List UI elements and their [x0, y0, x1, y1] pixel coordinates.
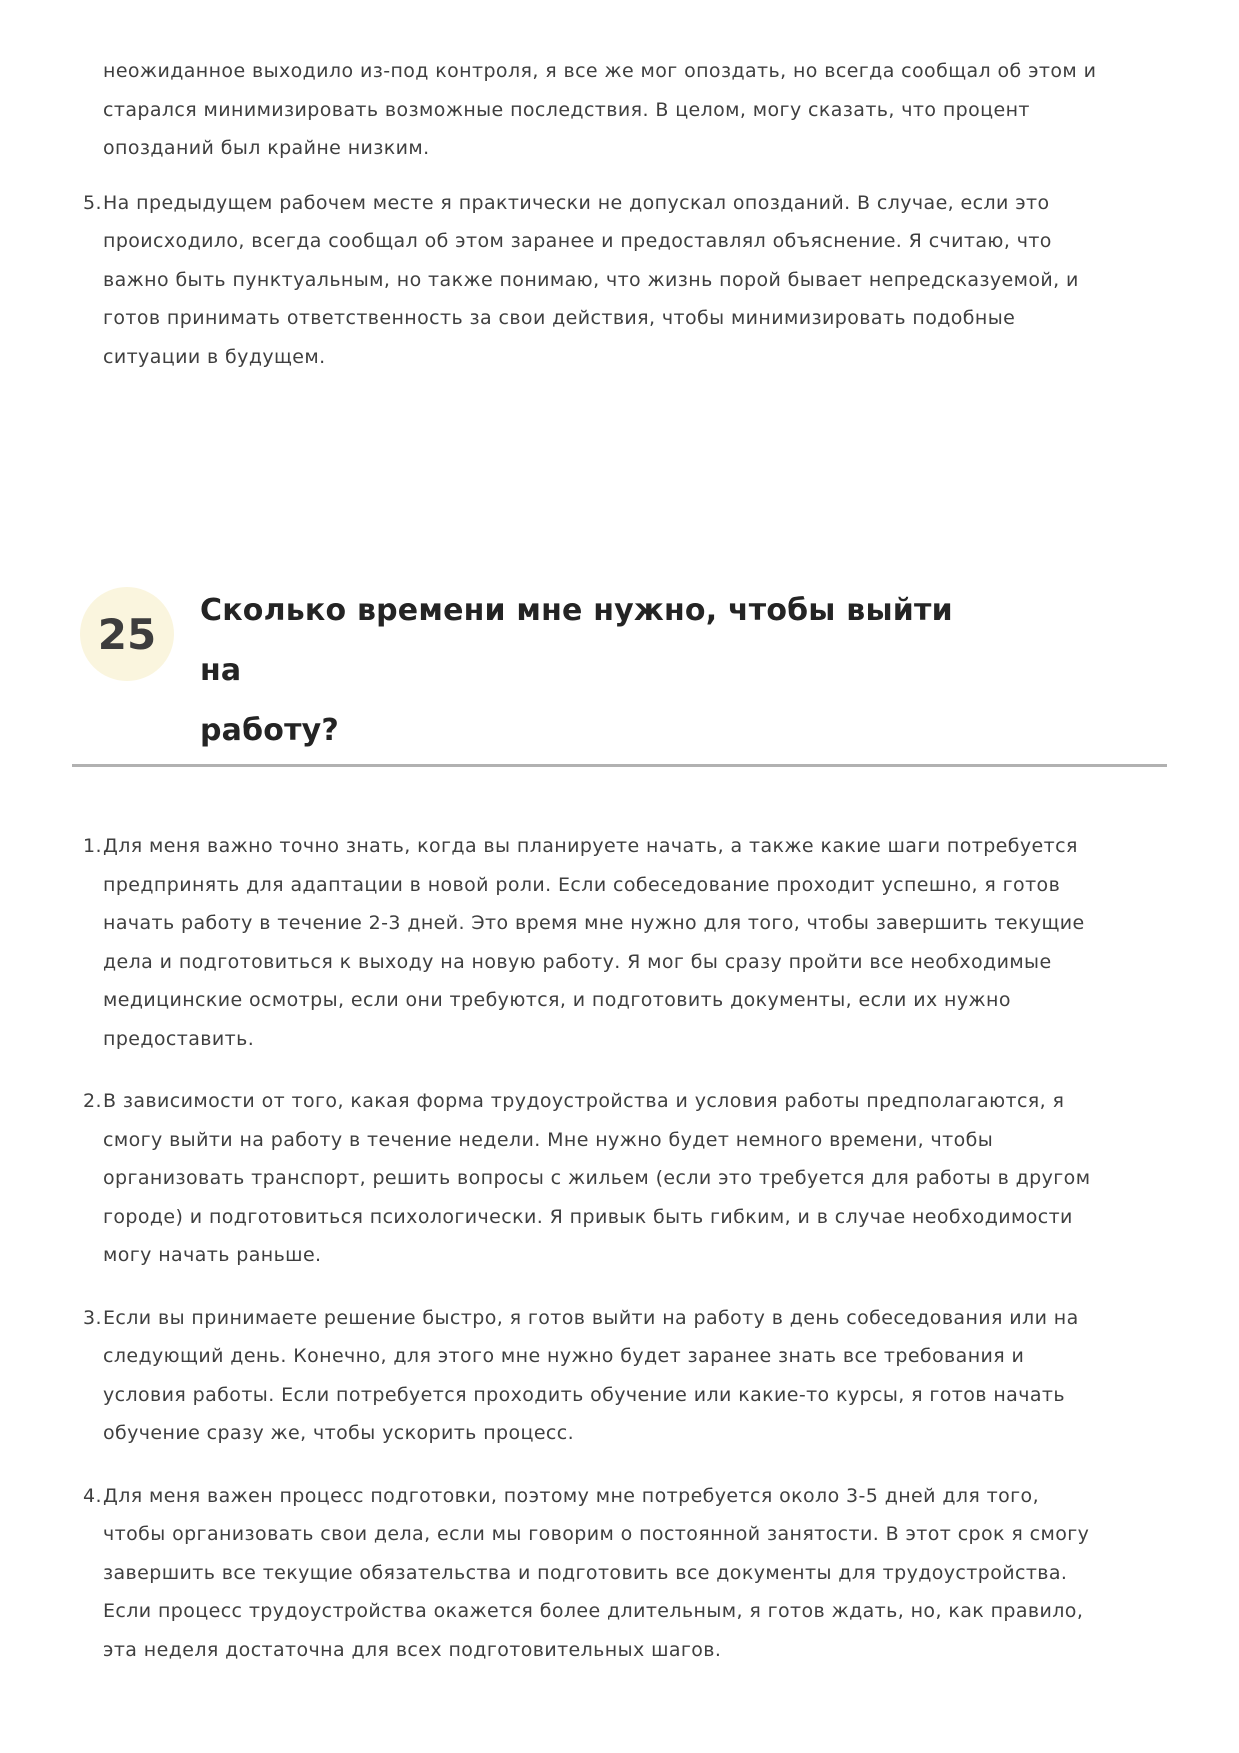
paragraph-continuation: неожиданное выходило из-под контроля, я все же мог опоздать, но всегда сообщал об этом и старался минимизировать возможные последствия. В целом, могу сказать, что процент опозданий был крайне низким. [103, 60, 1097, 159]
item-number: 4. [83, 1484, 102, 1507]
question-number: 25 [97, 609, 157, 659]
item-number: 2. [83, 1090, 102, 1112]
answer-item-3 [83, 1299, 1103, 1453]
item-text: Если вы принимаете решение быстро, я готов выйти на работу в день собеседования или на следующий день. Конечно, для этого мне нужно будет заранее знать все требования и условия работы. Если потребуется проходить обучение или какие-то курсы, я готов начать обучение сразу же, чтобы ускорить процесс. [103, 1306, 1079, 1444]
answer-item-1 [83, 827, 1103, 1058]
answer-item-4 [83, 1477, 1103, 1670]
question-title [200, 581, 1000, 761]
item-text: Для меня важно точно знать, когда вы планируете начать, а также какие шаги потребуется предпринять для адаптации в новой роли. Если собеседование проходит успешно, я готов начать работу в течение 2-3 дней. Это время мне нужно для того, чтобы завершить текущие дела и подготовиться к выходу на новую работу. Я мог бы сразу пройти все необходимые медицинские осмотры, если они требуются, и подготовить документы, если их нужно предоставить. [103, 835, 1085, 1050]
item-number: 1. [83, 835, 102, 857]
answer-item-5 [83, 184, 1103, 377]
item-text: На предыдущем рабочем месте я практически не допускал опозданий. В случае, если это происходило, всегда сообщал об этом заранее и предоставлял объяснение. Я считаю, что важно быть пунктуальным, но также понимаю, что жизнь порой бывает непредсказуемой, и готов принимать ответственность за свои действия, чтобы минимизировать подобные ситуации в будущем. [103, 191, 1079, 368]
section-divider [72, 764, 1167, 767]
question-title-line-1: Сколько времени мне нужно, чтобы выйти на [200, 593, 953, 688]
item-number: 5. [83, 191, 102, 214]
question-header [72, 587, 1167, 761]
question-number-badge [80, 587, 174, 681]
item-text: В зависимости от того, какая форма трудоустройства и условия работы предполагаются, я смогу выйти на работу в течение недели. Мне нужно будет немного времени, чтобы организовать транспорт, решить вопросы с жильем (если это требуется для работы в другом городе) и подготовиться психологически. Я привык быть гибким, и в случае необходимости могу начать раньше. [103, 1090, 1091, 1266]
question-title-line-2: работу? [200, 713, 340, 748]
answer-item-2 [83, 1082, 1103, 1275]
item-text: Для меня важен процесс подготовки, поэтому мне потребуется около 3-5 дней для того, чтобы организовать свои дела, если мы говорим о постоянной занятости. В этот срок я смогу завершить все текущие обязательства и подготовить все документы для трудоустройства. Если процесс трудоустройства окажется более длительным, я готов ждать, но, как правило, эта неделя достаточна для всех подготовительных шагов. [103, 1484, 1090, 1661]
item-number: 3. [83, 1306, 102, 1329]
answers-list [72, 827, 1167, 1669]
